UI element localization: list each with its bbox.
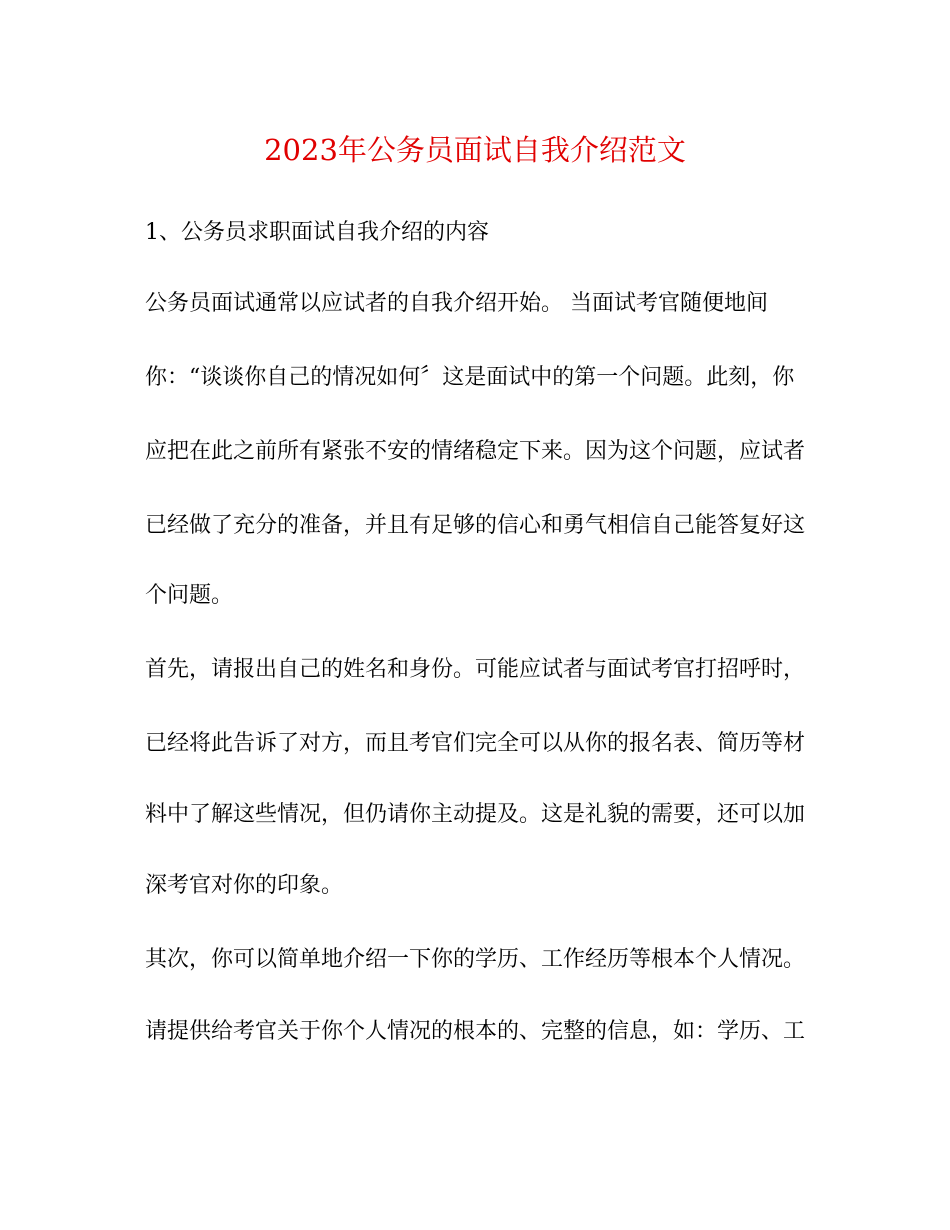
body-text-line: 应把在此之前所有紧张不安的情绪稳定下来。因为这个问题，应试者 <box>145 439 806 464</box>
body-text-line: 个问题。 <box>145 583 234 608</box>
body-text-line: 首先，请报出自己的姓名和身份。可能应试者与面试考官打招呼时， <box>145 657 806 682</box>
body-text-line: 公务员面试通常以应试者的自我介绍开始。 当面试考官随便地间 <box>145 291 768 316</box>
body-text-line: 已经做了充分的准备，并且有足够的信心和勇气相信自己能答复好这 <box>145 513 806 538</box>
body-text-line: 请提供给考官关于你个人情况的根本的、完整的信息，如：学历、工 <box>145 1019 806 1044</box>
body-text-line: 其次，你可以简单地介绍一下你的学历、工作经历等根本个人情况。 <box>145 947 806 972</box>
section-heading: 1、公务员求职面试自我介绍的内容 <box>145 220 489 245</box>
body-text-line: 已经将此告诉了对方，而且考官们完全可以从你的报名表、简历等材 <box>145 731 806 756</box>
body-text-line: 料中了解这些情况，但仍请你主动提及。这是礼貌的需要，还可以加 <box>145 802 806 827</box>
document-title: 2023年公务员面试自我介绍范文 <box>264 133 686 167</box>
body-text-line: 你：“谈谈你自己的情况如何〞这是面试中的第一个问题。此刻，你 <box>145 365 795 390</box>
body-text-line: 深考官对你的印象。 <box>145 873 344 898</box>
